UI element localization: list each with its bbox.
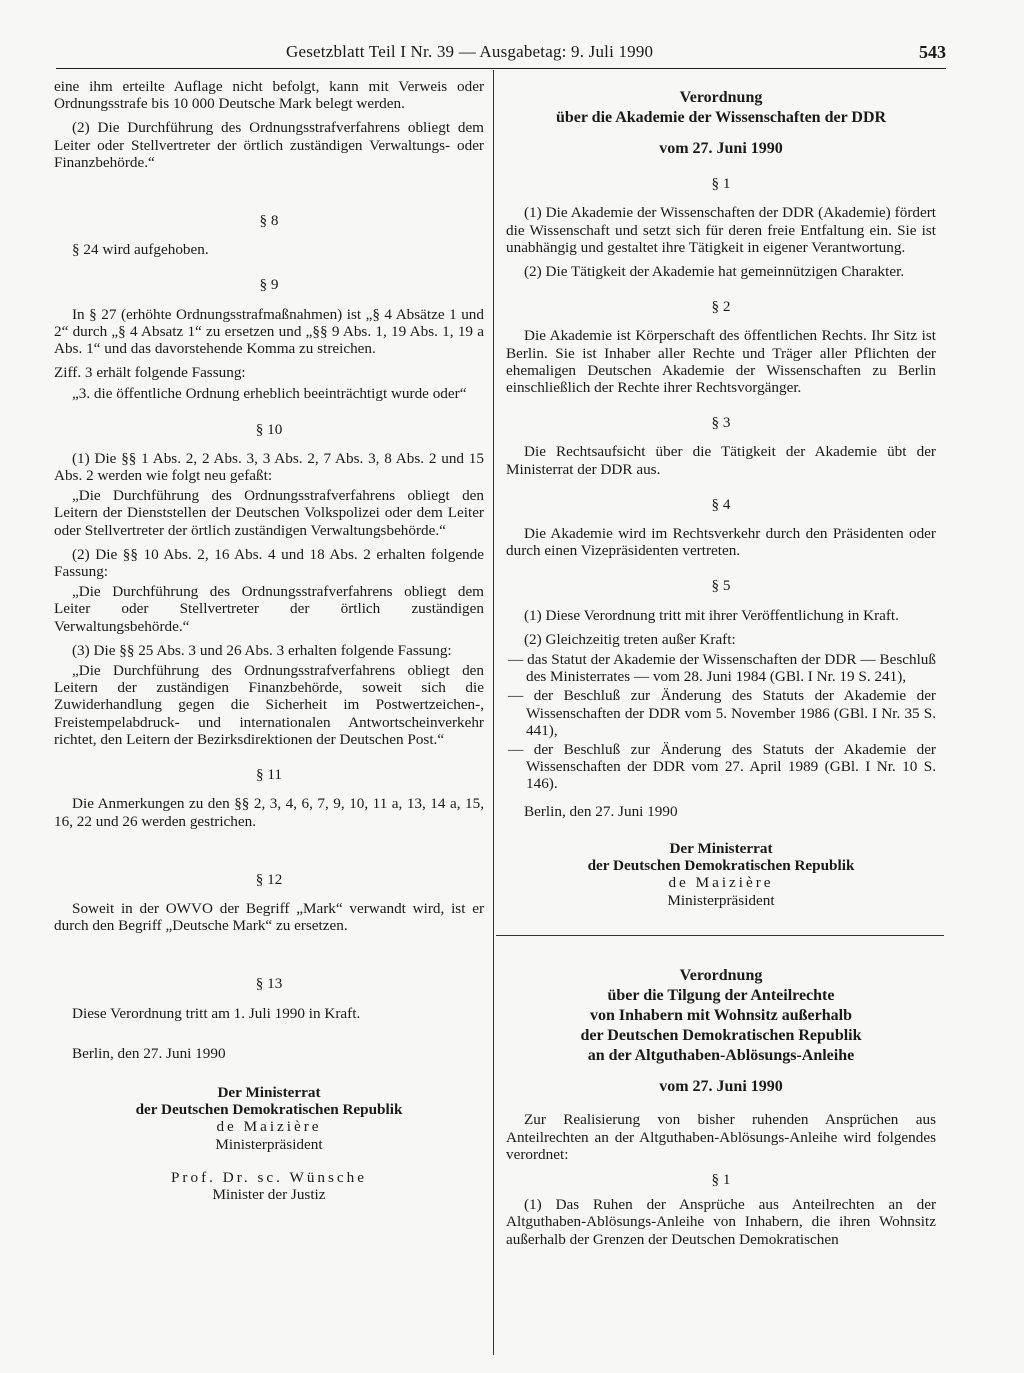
- place-date: Berlin, den 27. Juni 1990: [524, 802, 678, 820]
- left-column: [54, 78, 484, 1203]
- signatory-name: de Maizière: [216, 1118, 322, 1136]
- paragraph: Die Akademie wird im Rechtsverkehr durch den Präsidenten oder durch einen Vizepräsidenten vertreten.: [506, 525, 936, 560]
- section-heading: § 2: [711, 298, 731, 316]
- decree-title: über die Akademie der Wissenschaften der DDR: [555, 109, 887, 126]
- paragraph: eine ihm erteilte Auflage nicht befolgt, kann mit Verweis oder Ordnungsstrafe bis 10 000 Deutsche Mark belegt werden.: [54, 78, 484, 113]
- section-heading: § 1: [711, 175, 731, 193]
- decree-title: Verordnung: [679, 967, 763, 985]
- list-item: — das Statut der Akademie der Wissenschaften der DDR — Beschluß des Ministerrates — vom 28. Juni 1984 (GBl. I Nr. 19 S. 241),: [508, 651, 936, 686]
- signature-body: Der Ministerrat: [217, 1083, 321, 1101]
- decree-title: von Inhabern mit Wohnsitz außerhalb: [590, 1007, 852, 1025]
- paragraph: Die Anmerkungen zu den §§ 2, 3, 4, 6, 7, 9, 10, 11 a, 13, 14 a, 15, 16, 22 und 26 werden gestrichen.: [54, 795, 484, 830]
- decree-title: über die Tilgung der Anteilrechte: [607, 987, 835, 1005]
- page-number: 543: [919, 42, 946, 62]
- column-divider: [493, 70, 494, 1355]
- section-heading: § 8: [259, 212, 279, 230]
- running-title: Gesetzblatt Teil I Nr. 39 — Ausgabetag: 9. Juli 1990: [286, 42, 654, 61]
- section-heading: § 5: [711, 577, 731, 595]
- signatory-title: Minister der Justiz: [212, 1185, 326, 1203]
- section-heading: § 9: [259, 276, 279, 294]
- signatory-name: de Maizière: [668, 874, 774, 892]
- paragraph: (3) Die §§ 25 Abs. 3 und 26 Abs. 3 erhalten folgende Fassung:: [72, 641, 452, 659]
- paragraph: Zur Realisierung von bisher ruhenden Ansprüchen aus Anteilrechten an der Altguthaben-Ablösungs-Anleihe wird folgendes verordnet:: [506, 1111, 936, 1163]
- section-heading: § 4: [711, 495, 731, 513]
- signature-body: der Deutschen Demokratischen Republik: [587, 857, 855, 875]
- quote: „Die Durchführung des Ordnungsstrafverfahrens obliegt den Leitern der Dienststellen der Deutschen Volkspolizei oder dem Leiter oder Stellvertreter der örtlich zuständigen Verwaltungsbehörde.“: [54, 487, 484, 539]
- paragraph: (2) Die Tätigkeit der Akademie hat gemeinnützigen Charakter.: [524, 263, 905, 281]
- decree-date: vom 27. Juni 1990: [659, 140, 783, 157]
- section-heading: § 13: [255, 975, 283, 993]
- section-heading: § 3: [711, 414, 731, 432]
- paragraph: In § 27 (erhöhte Ordnungsstrafmaßnahmen) ist „§ 4 Absätze 1 und 2“ durch „§ 4 Absatz 1“ zu ersetzen und „§§ 9 Abs. 1, 19 Abs. 1, 19 a Abs. 1“ und das davorstehende Komma zu streichen.: [54, 305, 484, 358]
- right-column: [506, 78, 936, 1255]
- paragraph: (1) Die Akademie der Wissenschaften der DDR (Akademie) fördert die Wissenschaft und setzt sich für deren freie Entfaltung ein. Sie ist unabhängig und gestaltet ihre Tätigkeit in eigener Verantwortung.: [506, 204, 936, 256]
- decree-title: an der Altguthaben-Ablösungs-Anleihe: [587, 1047, 855, 1065]
- paragraph: (2) Die §§ 10 Abs. 2, 16 Abs. 4 und 18 Abs. 2 erhalten folgende Fassung:: [54, 545, 484, 581]
- list-item: — der Beschluß zur Änderung des Statuts der Akademie der Wissenschaften der DDR vom 27. April 1989 (GBl. I Nr. 10 S. 146).: [508, 741, 936, 793]
- paragraph: Soweit in der OWVO der Begriff „Mark“ verwandt wird, ist er durch den Begriff „Deutsche Mark“ zu ersetzen.: [54, 899, 484, 935]
- paragraph: Ziff. 3 erhält folgende Fassung:: [54, 364, 246, 382]
- place-date: Berlin, den 27. Juni 1990: [72, 1044, 226, 1062]
- signatory-title: Ministerpräsident: [215, 1135, 323, 1153]
- decree-date: vom 27. Juni 1990: [659, 1078, 783, 1096]
- section-heading: § 12: [255, 870, 283, 888]
- signature-body: Der Ministerrat: [669, 839, 773, 857]
- paragraph: (1) Diese Verordnung tritt mit ihrer Veröffentlichung in Kraft.: [524, 606, 899, 624]
- decree-title: Verordnung: [679, 89, 763, 106]
- list-item: — der Beschluß zur Änderung des Statuts der Akademie der Wissenschaften der DDR vom 5. November 1986 (GBl. I Nr. 35 S. 441),: [508, 687, 936, 739]
- paragraph: (1) Die §§ 1 Abs. 2, 2 Abs. 3, 3 Abs. 2, 7 Abs. 3, 8 Abs. 2 und 15 Abs. 2 werden wie folgt neu gefaßt:: [54, 449, 484, 485]
- section-rule: [496, 935, 944, 937]
- paragraph: Diese Verordnung tritt am 1. Juli 1990 in Kraft.: [72, 1004, 361, 1022]
- signature-body: der Deutschen Demokratischen Republik: [135, 1101, 403, 1119]
- signatory-name: Prof. Dr. sc. Wünsche: [170, 1168, 367, 1186]
- paragraph: Die Rechtsaufsicht über die Tätigkeit der Akademie übt der Ministerrat der DDR aus.: [506, 443, 936, 478]
- paragraph: (2) Die Durchführung des Ordnungsstrafverfahrens obliegt dem Leiter oder Stellvertreter der örtlich zuständigen Verwaltungs- oder Finanzbehörde.“: [54, 119, 484, 171]
- paragraph: Die Akademie ist Körperschaft des öffentlichen Rechts. Ihr Sitz ist Berlin. Sie ist Inhaber aller Rechte und Träger aller Pflichten der ehemaligen Deutschen Akademie der Wissenschaften zu Berlin einschließlich der Rechte ihrer Rechtsvorgänger.: [506, 327, 936, 397]
- paragraph: (2) Gleichzeitig treten außer Kraft:: [524, 630, 736, 648]
- decree-title: der Deutschen Demokratischen Republik: [580, 1027, 862, 1045]
- paragraph: § 24 wird aufgehoben.: [72, 241, 209, 259]
- quote: „Die Durchführung des Ordnungsstrafverfahrens obliegt dem Leiter oder Stellvertreter der örtlich zuständigen Verwaltungsbehörde.“: [54, 583, 484, 635]
- paragraph: (1) Das Ruhen der Ansprüche aus Anteilrechten an der Altguthaben-Ablösungs-Anleihe von Inhabern, die ihren Wohnsitz außerhalb der Grenzen der Deutschen Demokratischen: [506, 1196, 936, 1248]
- signatory-title: Ministerpräsident: [667, 891, 775, 909]
- section-heading: § 11: [255, 766, 282, 784]
- quote: „3. die öffentliche Ordnung erheblich beeinträchtigt wurde oder“: [72, 385, 467, 403]
- quote: „Die Durchführung des Ordnungsstrafverfahrens obliegt den Leitern der zuständigen Finanzbehörde, soweit sich die Zuwiderhandlung gegen die Sicherheit im Postwertzeichen-, Freistempelabdruck- und internationalen Antwortscheinverkehr richtet, den Leitern der Bezirksdirektionen der Deutschen Post.“: [54, 662, 484, 748]
- section-heading: § 10: [255, 420, 283, 438]
- page-header: [56, 36, 946, 69]
- section-heading: § 1: [711, 1171, 731, 1189]
